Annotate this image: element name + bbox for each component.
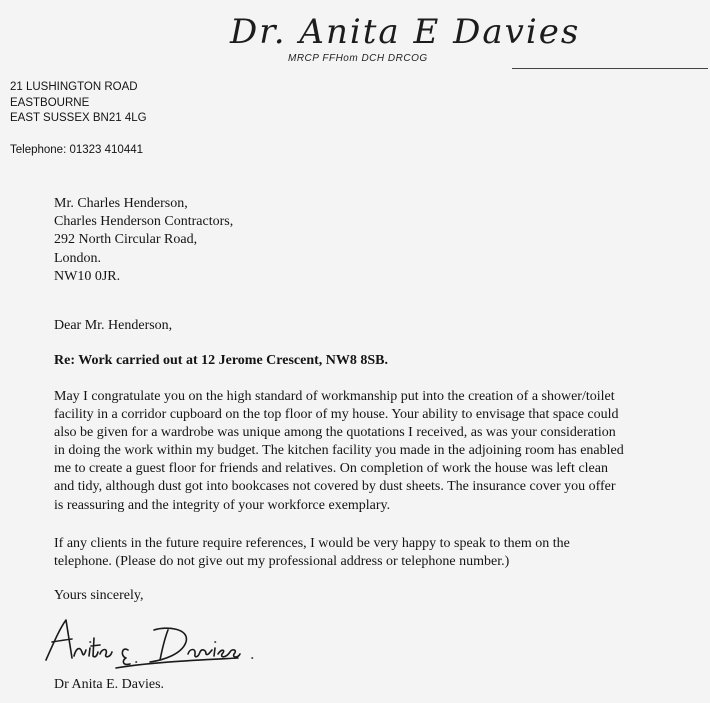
letterhead-qualifications: MRCP FFHom DCH DRCOG [288, 53, 428, 64]
subject-line: Re: Work carried out at 12 Jerome Crescent, NW8 8SB. [54, 353, 388, 368]
body-line: and tidy, although dust got into bookcases not covered by dust sheets. The insurance cover you offer [54, 479, 616, 495]
body-line: me to create a guest floor for friends and relatives. On completion of work the house was left clean [54, 461, 608, 477]
body-line: facility in a corridor cupboard on the top floor of my house. Your ability to envisage that space could [54, 407, 619, 423]
recipient-line: NW10 0JR. [54, 268, 121, 284]
body-line: is reassuring and the integrity of your workforce exemplary. [54, 497, 391, 513]
body-line: in doing the work within my budget. The kitchen facility you made in the adjoining room has enabled [54, 443, 624, 459]
recipient-line: Charles Henderson Contractors, [54, 214, 234, 230]
recipient-line: London. [54, 250, 102, 266]
closing: Yours sincerely, [54, 588, 144, 603]
recipient-address [54, 195, 233, 286]
handwritten-signature [40, 612, 280, 672]
sender-telephone: Telephone: 01323 410441 [10, 144, 144, 156]
recipient-line: Mr. Charles Henderson, [54, 196, 188, 211]
body-line: also be given for a wardrobe was unique among the quotations I received, as was your consideration [54, 425, 616, 441]
body-line: telephone. (Please do not give out my professional address or telephone number.) [54, 554, 510, 570]
signatory-name: Dr Anita E. Davies. [54, 677, 165, 692]
sender-address-line: EASTBOURNE [10, 96, 90, 109]
sender-address-line: EAST SUSSEX BN21 4LG [10, 112, 147, 124]
letterhead-name: Dr. Anita E Davies [230, 12, 581, 52]
body-paragraph-2 [54, 535, 694, 571]
letterhead-divider [512, 68, 708, 69]
body-paragraph-1 [54, 388, 694, 515]
salutation: Dear Mr. Henderson, [54, 318, 173, 333]
body-line: If any clients in the future require references, I would be very happy to speak to them on the [54, 536, 570, 551]
body-line: May I congratulate you on the high standard of workmanship put into the creation of a shower/toilet [54, 389, 615, 404]
recipient-line: 292 North Circular Road, [54, 232, 198, 248]
sender-address-line: 21 LUSHINGTON ROAD [10, 81, 138, 93]
sender-address [10, 80, 147, 127]
